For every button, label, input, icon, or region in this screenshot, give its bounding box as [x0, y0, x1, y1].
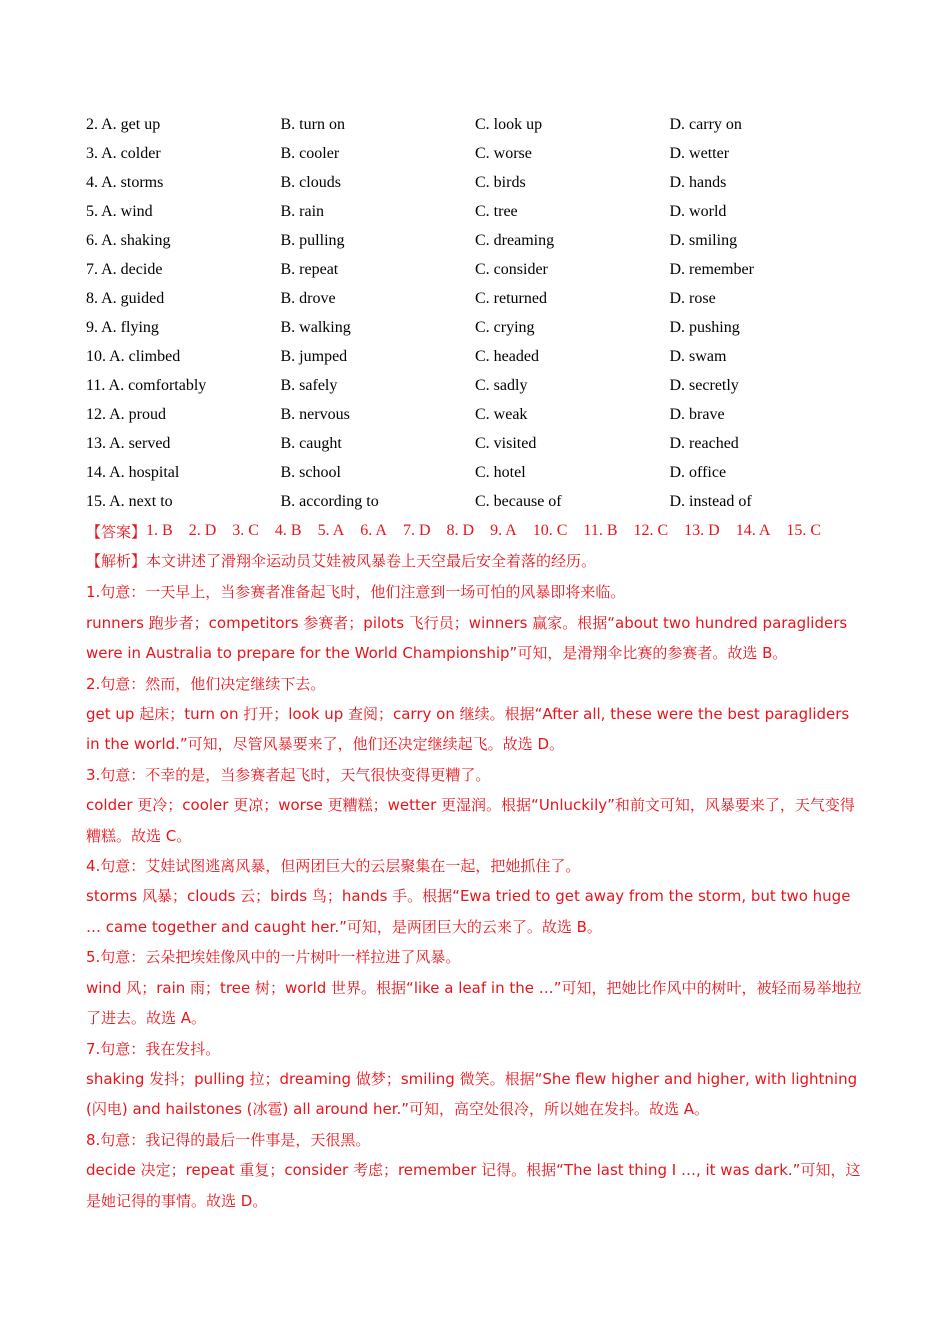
option-row: [86, 429, 886, 458]
option-cell: C. sadly: [475, 376, 528, 394]
answer-item: 8. D: [446, 522, 475, 539]
explanation-paragraph: 7.句意：我在发抖。: [86, 1039, 221, 1058]
option-cell: 13. A. served: [86, 434, 171, 452]
option-cell: D. secretly: [669, 376, 739, 394]
option-cell: B. drove: [280, 289, 336, 307]
option-cell: 10. A. climbed: [86, 347, 181, 365]
option-cell: C. dreaming: [475, 231, 555, 249]
answer-item: 4. B: [274, 522, 302, 539]
option-cell: 2. A. get up: [86, 115, 161, 133]
answer-list: [146, 522, 837, 540]
option-cell: C. returned: [475, 289, 547, 307]
option-cell: 11. A. comfortably: [86, 376, 207, 394]
option-cell: C. look up: [475, 115, 543, 133]
option-cell: B. caught: [280, 434, 342, 452]
explanation-paragraph: colder 更冷；cooler 更凉；worse 更糟糕；wetter 更湿润。根据“Unluckily”和前文可知，风暴要来了，天气变得糟糕。故选 C。: [86, 796, 855, 845]
option-cell: B. safely: [280, 376, 338, 394]
answer-item: 3. C: [232, 522, 259, 539]
option-cell: C. because of: [475, 492, 562, 510]
option-cell: B. walking: [280, 318, 351, 336]
option-row: [86, 255, 886, 284]
option-cell: C. crying: [475, 318, 535, 336]
option-cell: 9. A. flying: [86, 318, 159, 336]
option-row: [86, 342, 886, 371]
option-cell: D. pushing: [669, 318, 740, 336]
option-cell: 4. A. storms: [86, 173, 164, 191]
option-cell: B. nervous: [280, 405, 350, 423]
answer-item: 9. A: [490, 522, 517, 539]
option-row: [86, 313, 886, 342]
answer-item: 7. D: [402, 522, 431, 539]
option-cell: B. clouds: [280, 173, 341, 191]
option-row: [86, 197, 886, 226]
option-cell: D. hands: [669, 173, 727, 191]
option-cell: B. according to: [280, 492, 379, 510]
explanation-paragraph: runners 跑步者；competitors 参赛者；pilots 飞行员；winners 赢家。根据“about two hundred paragliders were in Australia to prepare for the World Championship”可知，是滑翔伞比赛的参赛者。故选 B。: [86, 613, 848, 663]
option-cell: C. worse: [475, 144, 532, 162]
option-cell: D. remember: [669, 260, 754, 278]
analysis-label: 【解析】: [86, 552, 147, 570]
option-cell: C. tree: [475, 202, 518, 220]
option-cell: D. rose: [669, 289, 716, 307]
option-cell: 6. A. shaking: [86, 231, 171, 249]
option-cell: B. pulling: [280, 231, 345, 249]
option-cell: 3. A. colder: [86, 144, 161, 162]
option-cell: B. jumped: [280, 347, 348, 365]
option-row: [86, 400, 886, 429]
explanation-paragraph: 3.句意：不幸的是，当参赛者起飞时，天气很快变得更糟了。: [86, 765, 491, 784]
answer-item: 14. A: [735, 522, 771, 539]
option-row: [86, 226, 886, 255]
explanation-paragraph: decide 决定；repeat 重复；consider 考虑；remember 记得。根据“The last thing I …, it was dark.”可知，这是她记得的事情。故选 D。: [86, 1161, 861, 1210]
option-cell: B. repeat: [280, 260, 339, 278]
answer-item: 2. D: [188, 522, 217, 539]
analysis-intro: 本文讲述了滑翔伞运动员艾娃被风暴卷上天空最后安全着落的经历。: [146, 552, 597, 570]
option-cell: B. cooler: [280, 144, 340, 162]
explanation-paragraph: 8.句意：我记得的最后一件事是，天很黑。: [86, 1130, 371, 1149]
option-cell: D. carry on: [669, 115, 742, 133]
option-cell: D. world: [669, 202, 727, 220]
option-cell: D. smiling: [669, 231, 738, 249]
option-cell: C. headed: [475, 347, 539, 365]
answer-item: 5. A: [317, 522, 345, 539]
option-table: [86, 110, 886, 516]
explanation-paragraph: 4.句意：艾娃试图逃离风暴，但两团巨大的云层聚集在一起，把她抓住了。: [86, 857, 581, 876]
option-cell: B. rain: [280, 202, 325, 220]
answer-line: [86, 516, 837, 546]
option-cell: D. reached: [669, 434, 739, 452]
option-cell: B. turn on: [280, 115, 345, 133]
answer-label: 【答案】: [86, 522, 147, 541]
explanation-paragraph: 1.句意：一天早上，当参赛者准备起飞时，他们注意到一场可怕的风暴即将来临。: [86, 583, 626, 602]
option-cell: 8. A. guided: [86, 289, 165, 307]
option-cell: D. office: [669, 463, 727, 481]
option-cell: C. hotel: [475, 463, 526, 481]
option-cell: D. brave: [669, 405, 725, 423]
option-row: [86, 110, 886, 139]
option-row: [86, 371, 886, 400]
option-cell: 7. A. decide: [86, 260, 163, 278]
option-row: [86, 458, 886, 487]
answer-item: 15. C: [786, 522, 822, 539]
explanation-paragraph: wind 风；rain 雨；tree 树；world 世界。根据“like a leaf in the …”可知，把她比作风中的树叶，被轻而易举地拉了进去。故选 A。: [86, 978, 862, 1028]
explanation-paragraph: get up 起床；turn on 打开；look up 查阅；carry on 继续。根据“After all, these were the best paragliders in the world.”可知，尽管风暴要来了，他们还决定继续起飞。故选 D。: [86, 705, 850, 754]
explanation-paragraph: shaking 发抖；pulling 拉；dreaming 做梦；smiling 微笑。根据“She flew higher and higher, with lightning (闪电) and hailstones (冰雹) all around her.”可知，高空处很冷，所以她在发抖。故选 A。: [86, 1069, 858, 1119]
option-cell: C. visited: [475, 434, 537, 452]
option-cell: D. swam: [669, 347, 727, 365]
option-cell: 5. A. wind: [86, 202, 153, 220]
option-row: [86, 284, 886, 313]
answer-item: 1. B: [146, 522, 173, 539]
explanation-paragraph: 2.句意：然而，他们决定继续下去。: [86, 674, 326, 693]
option-cell: C. weak: [475, 405, 528, 423]
answer-item: 6. A: [360, 522, 387, 539]
option-cell: 14. A. hospital: [86, 463, 180, 481]
answer-item: 13. D: [684, 522, 720, 539]
explanation-paragraph: storms 风暴；clouds 云；birds 鸟；hands 手。根据“Ewa tried to get away from the storm, but two huge … came together and caught her.”可知，是两团巨大的云来了。故选 B。: [86, 887, 851, 936]
option-cell: C. birds: [475, 173, 526, 191]
answer-item: 12. C: [633, 522, 669, 539]
option-cell: C. consider: [475, 260, 548, 278]
analysis-section: [86, 546, 866, 1216]
explanation-paragraph: 5.句意：云朵把埃娃像风中的一片树叶一样拉进了风暴。: [86, 948, 461, 967]
analysis-intro-line: [86, 546, 866, 577]
option-cell: D. wetter: [669, 144, 730, 162]
option-cell: 12. A. proud: [86, 405, 166, 423]
option-cell: 15. A. next to: [86, 492, 173, 510]
option-row: [86, 168, 886, 197]
option-cell: D. instead of: [669, 492, 752, 510]
answer-item: 11. B: [583, 522, 618, 539]
explanation-list: [86, 577, 866, 1216]
answer-item: 10. C: [532, 522, 568, 539]
option-row: [86, 487, 886, 516]
option-row: [86, 139, 886, 168]
option-cell: B. school: [280, 463, 341, 481]
